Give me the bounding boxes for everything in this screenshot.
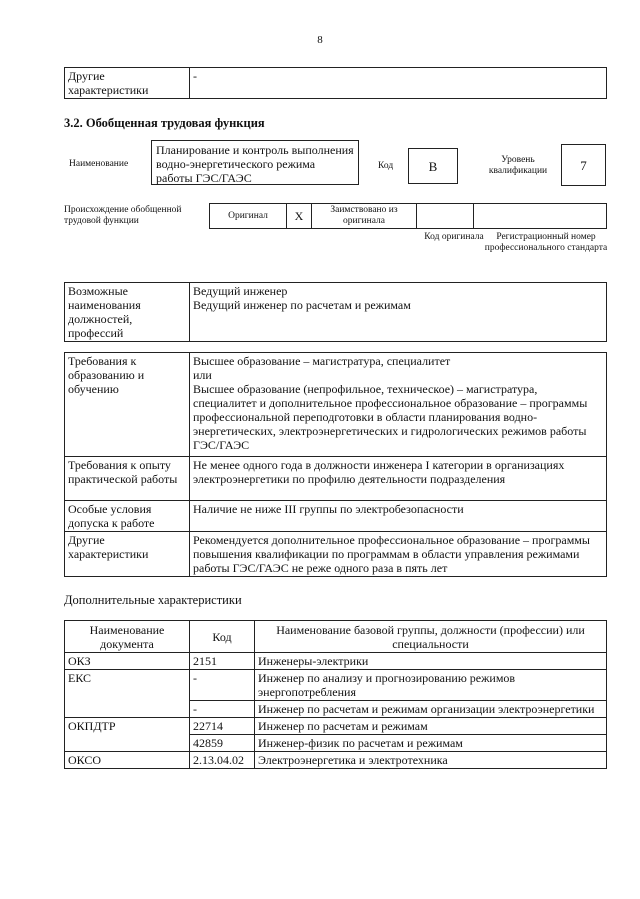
education-line: или xyxy=(193,368,212,382)
qualification-level-value: 7 xyxy=(561,144,606,186)
table-row xyxy=(65,653,607,670)
name-label: Наименование xyxy=(69,159,129,169)
table-row xyxy=(65,718,607,735)
origin-table xyxy=(209,203,607,229)
row-name: Инженер-физик по расчетам и режимам xyxy=(255,735,607,752)
row-doc: ОКСО xyxy=(65,752,190,769)
reg-number-cell xyxy=(474,204,607,229)
page-number: 8 xyxy=(317,34,323,46)
row-name: Инженер по анализу и прогнозированию режимов энергопотребления xyxy=(255,670,607,701)
education-label: Требования к образованию и обучению xyxy=(65,353,190,457)
row-code: 2151 xyxy=(190,653,255,670)
additional-title: Дополнительные характеристики xyxy=(64,593,242,607)
original-label: Оригинал xyxy=(210,204,287,229)
code-label: Код xyxy=(378,161,394,171)
original-code-cell xyxy=(417,204,474,229)
education-value xyxy=(190,353,607,457)
experience-value: Не менее одного года в должности инженера I категории в организациях электроэнергетики по профилю деятельности подразделения xyxy=(190,457,607,501)
top-other-characteristics-table xyxy=(64,67,607,99)
row-doc: ОКПДТР xyxy=(65,718,190,752)
row-code: 42859 xyxy=(190,735,255,752)
additional-characteristics-table xyxy=(64,620,607,769)
requirements-table xyxy=(64,352,607,577)
reg-number-caption: Регистрационный номер профессионального стандарта xyxy=(484,232,608,253)
section-title: 3.2. Обобщенная трудовая функция xyxy=(64,116,265,130)
education-line: Высшее образование – магистратура, специалитет xyxy=(193,354,451,368)
row-name: Инженер по расчетам и режимам xyxy=(255,718,607,735)
row-code: 2.13.04.02 xyxy=(190,752,255,769)
row-code: - xyxy=(190,670,255,701)
table-row xyxy=(65,670,607,701)
code-original-caption: Код оригинала xyxy=(424,232,484,242)
row-name: Электроэнергетика и электротехника xyxy=(255,752,607,769)
qualification-level-label: Уровень квалификации xyxy=(488,155,548,176)
position-item: Ведущий инженер xyxy=(193,284,288,298)
row-doc: ОКЗ xyxy=(65,653,190,670)
function-name-value: Планирование и контроль выполнения водно-энергетического режима работы ГЭС/ГАЭС xyxy=(151,140,359,185)
top-other-label: Другие характеристики xyxy=(65,68,190,99)
header-document: Наименование документа xyxy=(65,621,190,653)
positions-values xyxy=(190,283,607,342)
original-mark: X xyxy=(287,204,312,229)
special-conditions-value: Наличие не ниже III группы по электробезопасности xyxy=(190,501,607,532)
borrowed-label: Заимствовано из оригинала xyxy=(312,204,417,229)
other-characteristics-label: Другие характеристики xyxy=(65,532,190,577)
positions-table xyxy=(64,282,607,342)
row-code: - xyxy=(190,701,255,718)
origin-label: Происхождение обобщенной трудовой функции xyxy=(64,205,182,226)
row-name: Инженер по расчетам и режимам организации электроэнергетики xyxy=(255,701,607,718)
header-name: Наименование базовой группы, должности (профессии) или специальности xyxy=(255,621,607,653)
position-item: Ведущий инженер по расчетам и режимам xyxy=(193,298,411,312)
table-row xyxy=(65,752,607,769)
row-name: Инженеры-электрики xyxy=(255,653,607,670)
top-other-value: - xyxy=(190,68,607,99)
row-doc: ЕКС xyxy=(65,670,190,718)
row-code: 22714 xyxy=(190,718,255,735)
other-characteristics-value: Рекомендуется дополнительное профессиональное образование – программы повышения квалификации по программам в области управления режимами работы ГЭС/ГАЭС не реже одного раза в пять лет xyxy=(190,532,607,577)
header-code: Код xyxy=(190,621,255,653)
positions-label: Возможные наименования должностей, профессий xyxy=(65,283,190,342)
experience-label: Требования к опыту практической работы xyxy=(65,457,190,501)
special-conditions-label: Особые условия допуска к работе xyxy=(65,501,190,532)
code-value: B xyxy=(408,148,458,184)
education-line: Высшее образование (непрофильное, техническое) – магистратура, специалитет и дополнительное профессиональное образование – программы профессиональной переподготовки в области планирования водно-энергетических, электроэнергетических и гидрологических режимов работы ГЭС/ГАЭС xyxy=(193,382,588,452)
